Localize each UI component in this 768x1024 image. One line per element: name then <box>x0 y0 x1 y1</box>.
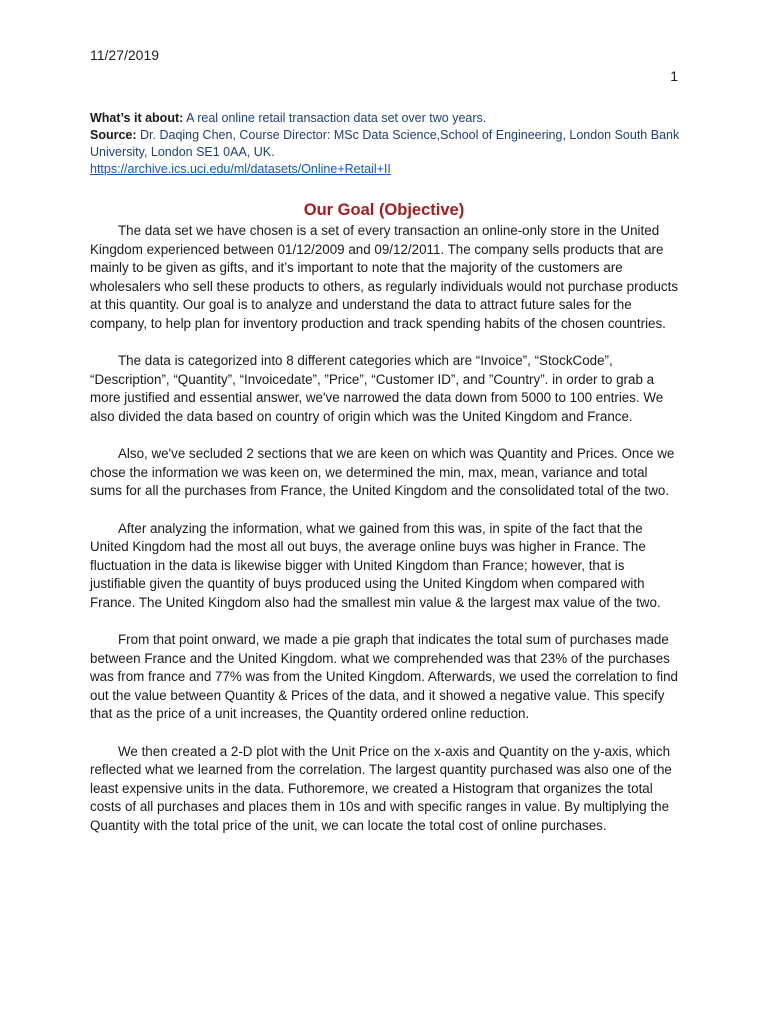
source-label: Source: <box>90 128 137 142</box>
source-value: Dr. Daqing Chen, Course Director: MSc Data Science,School of Engineering, London South Bank University, London SE1 0AA, UK. <box>90 128 680 159</box>
paragraph: From that point onward, we made a pie graph that indicates the total sum of purchases made between France and the United Kingdom. what we comprehended was that 23% of the purchases was from france and 77% was from the United Kingdom. Afterwards, we used the correlation to find out the value between Quantity & Prices of the data, and it showed a negative value. This specify that as the price of a unit increases, the Quantity ordered online reduction. <box>90 632 678 722</box>
about-value: A real online retail transaction data set over two years. <box>186 111 487 125</box>
paragraph: Also, we've secluded 2 sections that we are keen on which was Quantity and Prices. Once we chose the information we was keen on, we determined the min, max, mean, variance and total sums for all the purchases from France, the United Kingdom and the consolidated total of the two. <box>90 446 675 499</box>
link-row <box>90 161 680 178</box>
header-date: 11/27/2019 <box>90 47 160 63</box>
dataset-info <box>90 110 680 178</box>
about-row <box>90 110 680 127</box>
paragraph: The data set we have chosen is a set of every transaction an online-only store in the United Kingdom experienced between 01/12/2009 and 09/12/2011. The company sells products that are mainly to be given as gifts, and it’s important to note that the majority of the customers are wholesalers who sell these products to others, as regularly individuals would not purchase products at this quantity. Our goal is to analyze and understand the data to attract future sales for the company, to help plan for inventory production and track spending habits of the chosen countries. <box>90 223 679 331</box>
page-number: 1 <box>670 68 678 84</box>
about-label: What’s it about: <box>90 111 184 125</box>
paragraph: We then created a 2-D plot with the Unit Price on the x-axis and Quantity on the y-axis, which reflected what we learned from the correlation. The largest quantity purchased was also one of the least expensive units in the data. Futhoremore, we created a Histogram that organizes the total costs of all purchases and places them in 10s and with specific ranges in value. By multiplying the Quantity with the total price of the unit, we can locate the total cost of online purchases. <box>90 743 672 833</box>
source-row <box>90 127 680 161</box>
section-title: Our Goal (Objective) <box>303 201 465 219</box>
body-text <box>90 222 682 854</box>
dataset-link[interactable]: https://archive.ics.uci.edu/ml/datasets/Online+Retail+II <box>90 162 391 176</box>
paragraph: The data is categorized into 8 different categories which are “Invoice”, “StockCode”, “Description”, “Quantity”, “Invoicedate”, ”Price”, “Customer ID”, and ”Country”. in order to grab a more justified and essential answer, we've narrowed the data down from 5000 to 100 entries. We also divided the data based on country of origin which was the United Kingdom and France. <box>90 353 664 424</box>
paragraph: After analyzing the information, what we gained from this was, in spite of the fact that the United Kingdom had the most all out buys, the average online buys was higher in France. The fluctuation in the data is likewise bigger with United Kingdom than France; however, that is justifiable given the quantity of buys produced using the United Kingdom when compared with France. The United Kingdom also had the smallest min value & the largest max value of the two. <box>90 520 661 610</box>
